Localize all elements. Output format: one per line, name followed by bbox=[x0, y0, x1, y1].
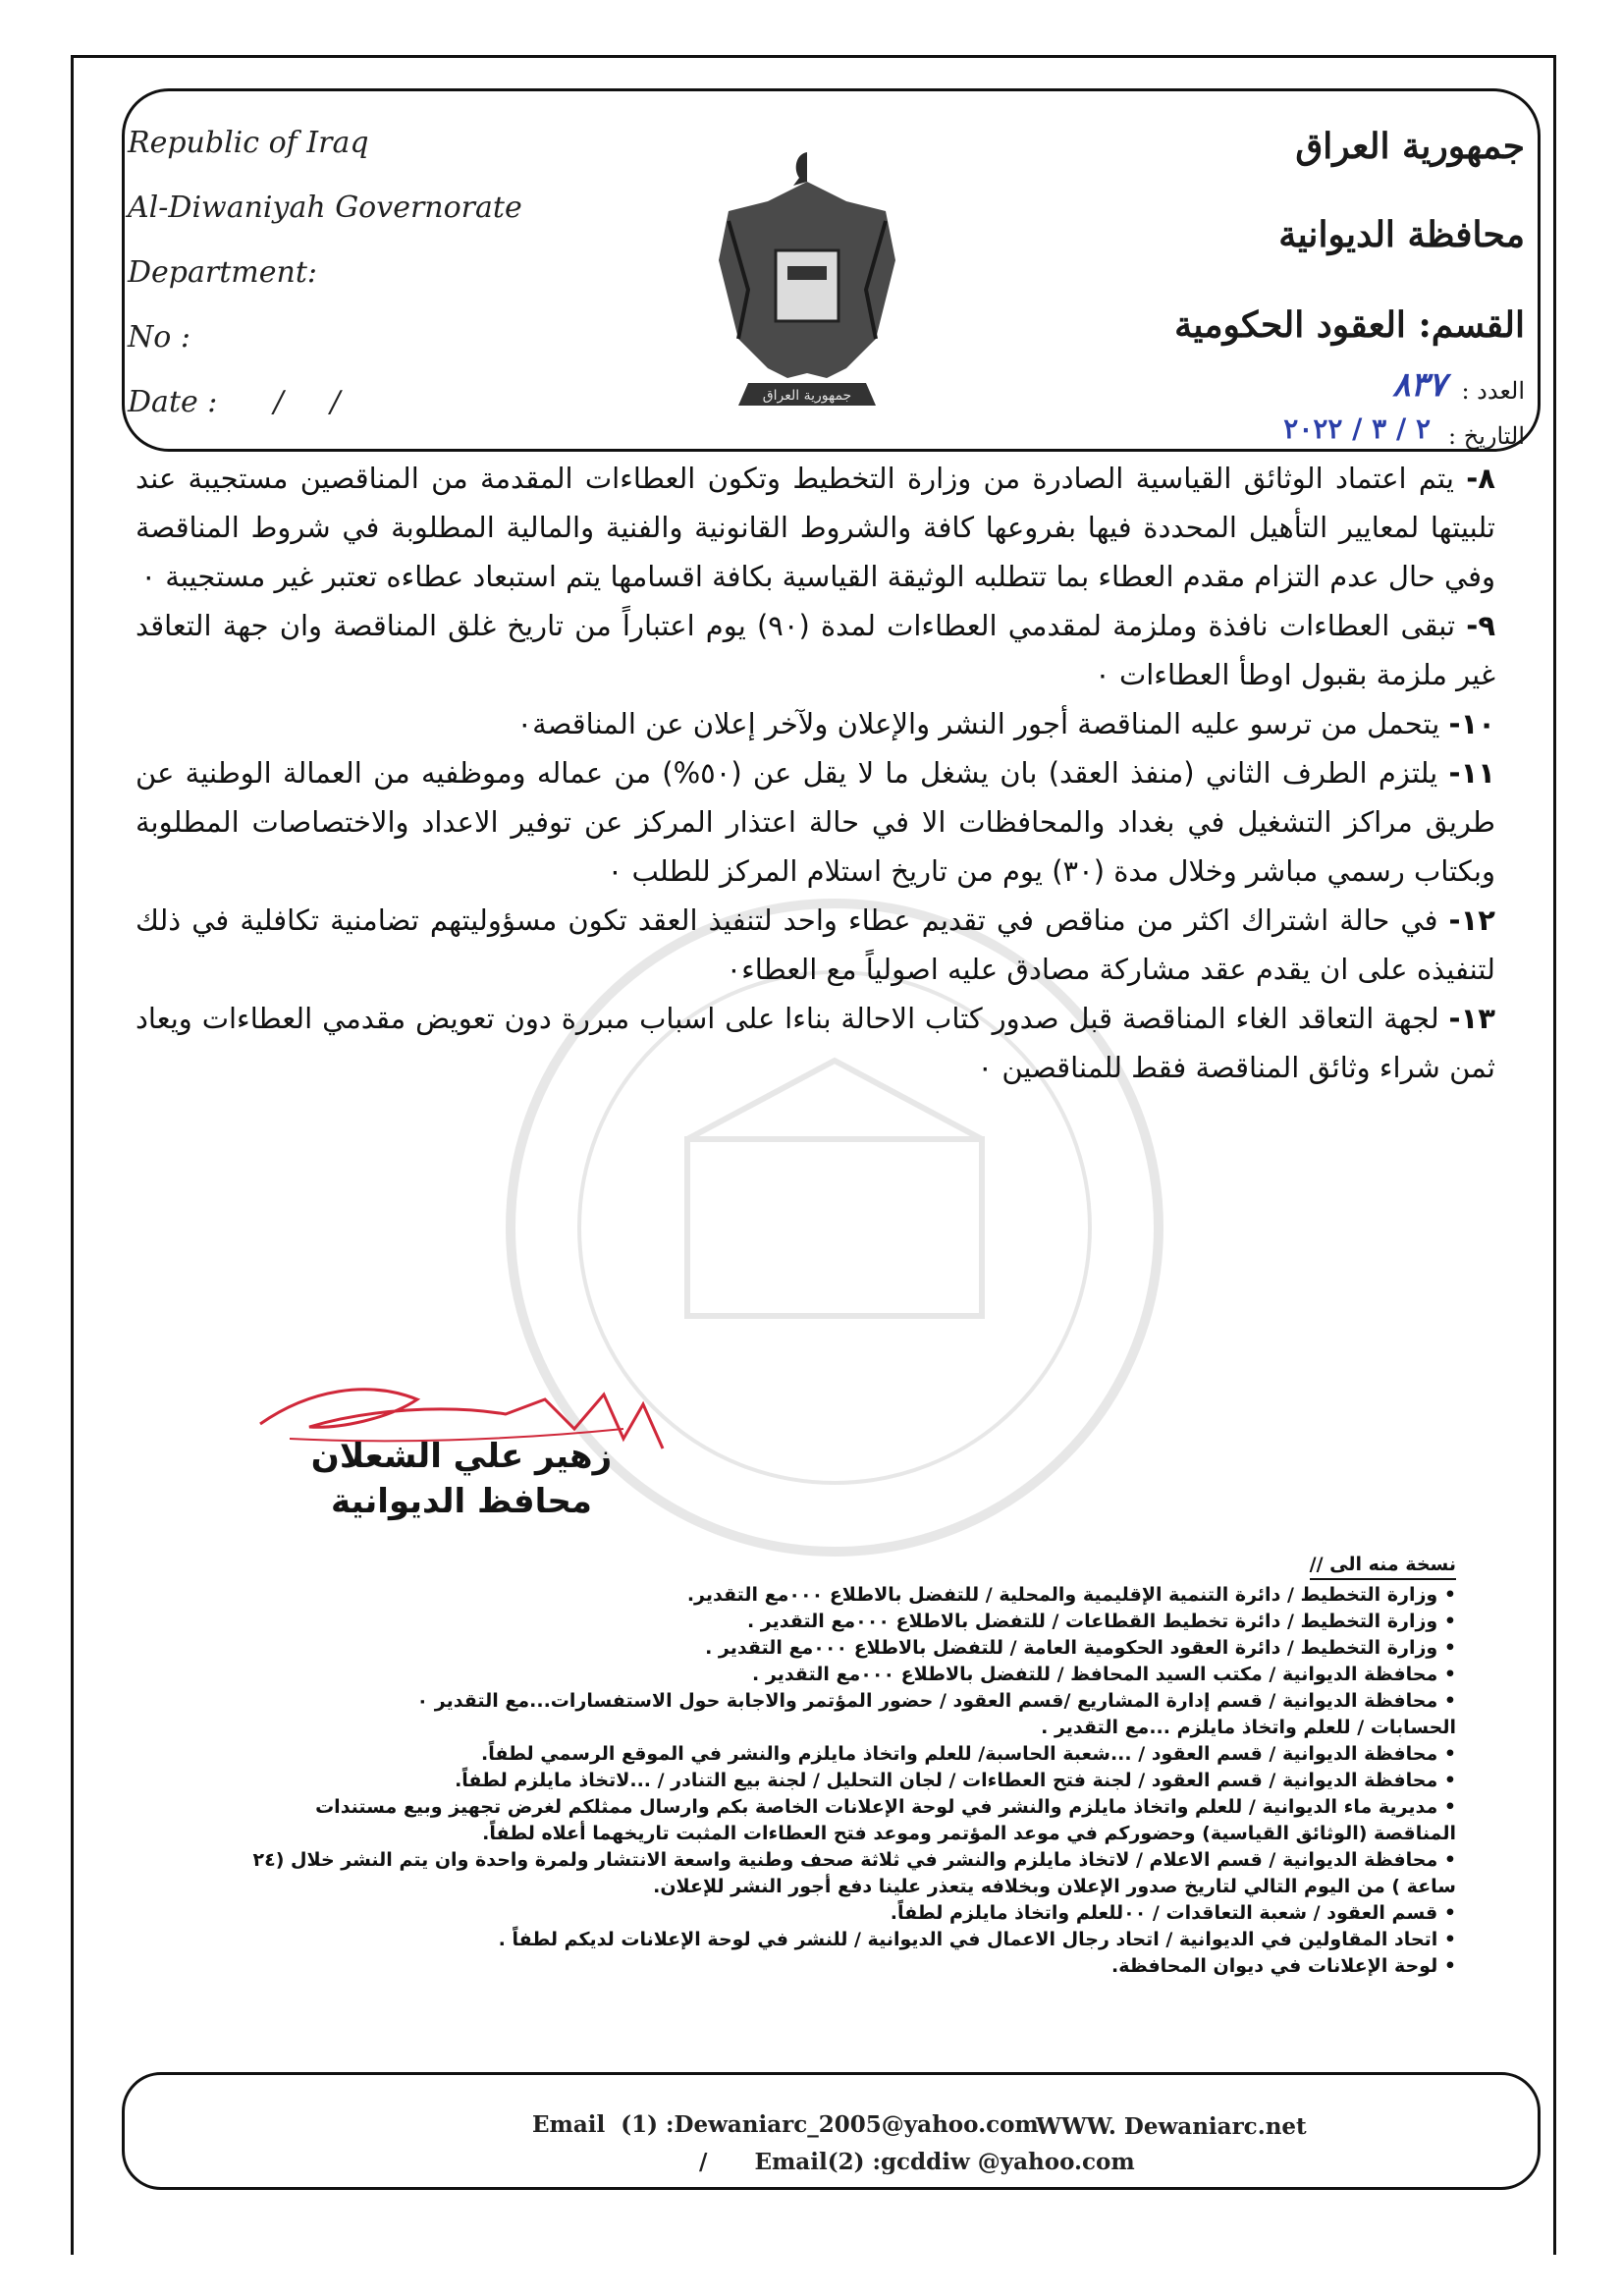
letterhead-country-ar: جمهورية العراق bbox=[1295, 126, 1525, 167]
clause-number: ١٢- bbox=[1448, 903, 1495, 937]
clause-12 bbox=[135, 896, 1505, 994]
clause-9 bbox=[135, 601, 1505, 699]
emblem-banner-text: جمهورية العراق bbox=[762, 388, 852, 404]
footer-website: WWW. Dewaniarc.net bbox=[1036, 2113, 1307, 2140]
cc-item: الحسابات / للعلم واتخاذ مايلزم ...مع التقدير . bbox=[1041, 1717, 1456, 1738]
cc-item: • قسم العقود / شعبة التعاقدات / ٠٠للعلم واتخاذ مايلزم لطفاً. bbox=[236, 1900, 1456, 1927]
letterhead-governorate-ar: محافظة الديوانية bbox=[1278, 214, 1525, 255]
clauses-body bbox=[135, 454, 1505, 1092]
cc-heading: نسخة منه الى // bbox=[1310, 1552, 1456, 1580]
clause-number: ٩- bbox=[1466, 609, 1496, 642]
page-left-rule bbox=[71, 55, 74, 2255]
footer-email-1: Email (1) :Dewaniarc_2005@yahoo.com bbox=[532, 2111, 1039, 2138]
letterhead-date-value: ٢ / ٣ / ٢٠٢٢ bbox=[1283, 412, 1431, 445]
cc-item: • محافظة الديوانية / قسم إدارة المشاريع /قسم العقود / حضور المؤتمر والاجابة حول الاستفسارات...مع التقدير ٠ bbox=[236, 1688, 1456, 1715]
clause-text: تبقى العطاءات نافذة وملزمة لمقدمي العطاءات لمدة (٩٠) يوم اعتباراً من تاريخ غلق المناقصة وان جهة التعاقد غير ملزمة بقبول اوطأ العطاءات ٠ bbox=[135, 609, 1495, 691]
cc-item: • محافظة الديوانية / قسم العقود / ...شعبة الحاسبة/ للعلم واتخاذ مايلزم والنشر في الموقع الرسمي لطفاً. bbox=[236, 1741, 1456, 1768]
letterhead-department-ar: القسم: العقود الحكومية bbox=[1174, 304, 1525, 346]
letterhead-country-en: Republic of Iraq bbox=[128, 126, 369, 160]
cc-item: • مديرية ماء الديوانية / للعلم واتخاذ مايلزم والنشر في لوحة الإعلانات الخاصة بكم وارسال ممثلكم لغرض تجهيز وبيع مستندات المناقصة (الوثائق القياسية) وحضوركم في موعد المؤتمر وموعد فتح العطاءات المثبت تاريخهما أعلاه لطفاً. bbox=[236, 1794, 1456, 1847]
clause-text: يتم اعتماد الوثائق القياسية الصادرة من وزارة التخطيط وتكون العطاءات المقدمة من المناقصين مستجيبة عند تلبيتها لمعايير التأهيل المحددة فيها بفروعها كافة والشروط القانونية والفنية والمالية المطلوبة في شروط المناقصة وفي حال عدم التزام مقدم العطاء بما تتطلبه الوثيقة القياسية بكافة اقسامها يتم استبعاد عطاءه تعتبر غير مستجيبة ٠ bbox=[135, 462, 1495, 593]
cc-item: • محافظة الديوانية / قسم العقود / لجنة فتح العطاءات / لجان التحليل / لجنة بيع التنادر / ...لاتخاذ مايلزم لطفاً. bbox=[236, 1768, 1456, 1794]
letterhead-governorate-en: Al-Diwaniyah Governorate bbox=[128, 191, 522, 225]
signer-title: محافظ الديوانية bbox=[331, 1482, 592, 1521]
clause-number: ١٣- bbox=[1448, 1002, 1495, 1035]
letterhead-number-value: ٨٣٧ bbox=[1392, 365, 1446, 405]
clause-text: لجهة التعاقد الغاء المناقصة قبل صدور كتاب الاحالة بناءا على اسباب مبررة دون تعويض مقدمي العطاءات ويعاد ثمن شراء وثائق المناقصة فقط للمناقصين ٠ bbox=[135, 1002, 1495, 1084]
cc-item: • محافظة الديوانية / مكتب السيد المحافظ / للتفضل بالاطلاع ٠٠٠مع التقدير . bbox=[236, 1662, 1456, 1688]
clause-8 bbox=[135, 454, 1505, 601]
letterhead-number-label: العدد : bbox=[1461, 377, 1525, 405]
clause-number: ٨- bbox=[1466, 462, 1495, 495]
letterhead-date-en: Date : / / bbox=[128, 385, 341, 419]
cc-item: • وزارة التخطيط / دائرة العقود الحكومية العامة / للتفضل بالاطلاع ٠٠٠مع التقدير . bbox=[236, 1635, 1456, 1662]
letterhead-number-en: No : bbox=[128, 320, 190, 355]
cc-items bbox=[236, 1582, 1456, 1980]
clause-11 bbox=[135, 748, 1505, 896]
cc-item: • لوحة الإعلانات في ديوان المحافظة. bbox=[236, 1953, 1456, 1980]
page-right-rule bbox=[1553, 55, 1556, 2255]
signer-name: زهير علي الشعلان bbox=[310, 1437, 613, 1476]
letterhead-date-label: التاريخ : bbox=[1447, 422, 1525, 450]
clause-number: ١٠- bbox=[1448, 707, 1495, 740]
clause-10 bbox=[135, 699, 1505, 748]
cc-item: • وزارة التخطيط / دائرة التنمية الإقليمية والمحلية / للتفضل بالاطلاع ٠٠٠مع التقدير. bbox=[236, 1582, 1456, 1609]
cc-item: • محافظة الديوانية / قسم الاعلام / لاتخاذ مايلزم والنشر في ثلاثة صحف وطنية واسعة الانتشار ولمرة واحدة وان يتم النشر خلال (٢٤ ساعة ) من اليوم التالي لتاريخ صدور الإعلان وبخلافه يتعذر علينا دفع أجور النشر للإعلان. bbox=[236, 1847, 1456, 1900]
signature-block bbox=[275, 1434, 648, 1524]
clause-text: يتحمل من ترسو عليه المناقصة أجور النشر والإعلان ولآخر إعلان عن المناقصة٠ bbox=[516, 707, 1449, 740]
page-top-rule bbox=[71, 55, 1556, 58]
letterhead-department-en: Department: bbox=[128, 255, 317, 290]
iraq-eagle-emblem bbox=[709, 142, 905, 427]
clause-13 bbox=[135, 994, 1505, 1092]
copy-distribution-list bbox=[236, 1552, 1456, 1980]
footer-email-2: / Email(2) :gcddiw @yahoo.com bbox=[699, 2149, 1135, 2175]
clause-text: في حالة اشتراك اكثر من مناقص في تقديم عطاء واحد لتنفيذ العقد تكون مسؤوليتهم تضامنية تكافلية في ذلك لتنفيذه على ان يقدم عقد مشاركة مصادق عليه اصولياً مع العطاء٠ bbox=[135, 903, 1495, 986]
cc-item: • وزارة التخطيط / دائرة تخطيط القطاعات / للتفضل بالاطلاع ٠٠٠مع التقدير . bbox=[236, 1609, 1456, 1635]
clause-text: يلتزم الطرف الثاني (منفذ العقد) بان يشغل ما لا يقل عن (٥٠%) من عماله وموظفيه من العمالة الوطنية عن طريق مراكز التشغيل في بغداد والمحافظات الا في حالة اعتذار المركز عن توفير الاعداد والاختصاصات المطلوبة وبكتاب رسمي مباشر وخلال مدة (٣٠) يوم من تاريخ استلام المركز للطلب ٠ bbox=[135, 756, 1495, 888]
cc-item: • اتحاد المقاولين في الديوانية / اتحاد رجال الاعمال في الديوانية / للنشر في لوحة الإعلانات لديكم لطفاً . bbox=[236, 1927, 1456, 1953]
clause-number: ١١- bbox=[1448, 756, 1495, 790]
